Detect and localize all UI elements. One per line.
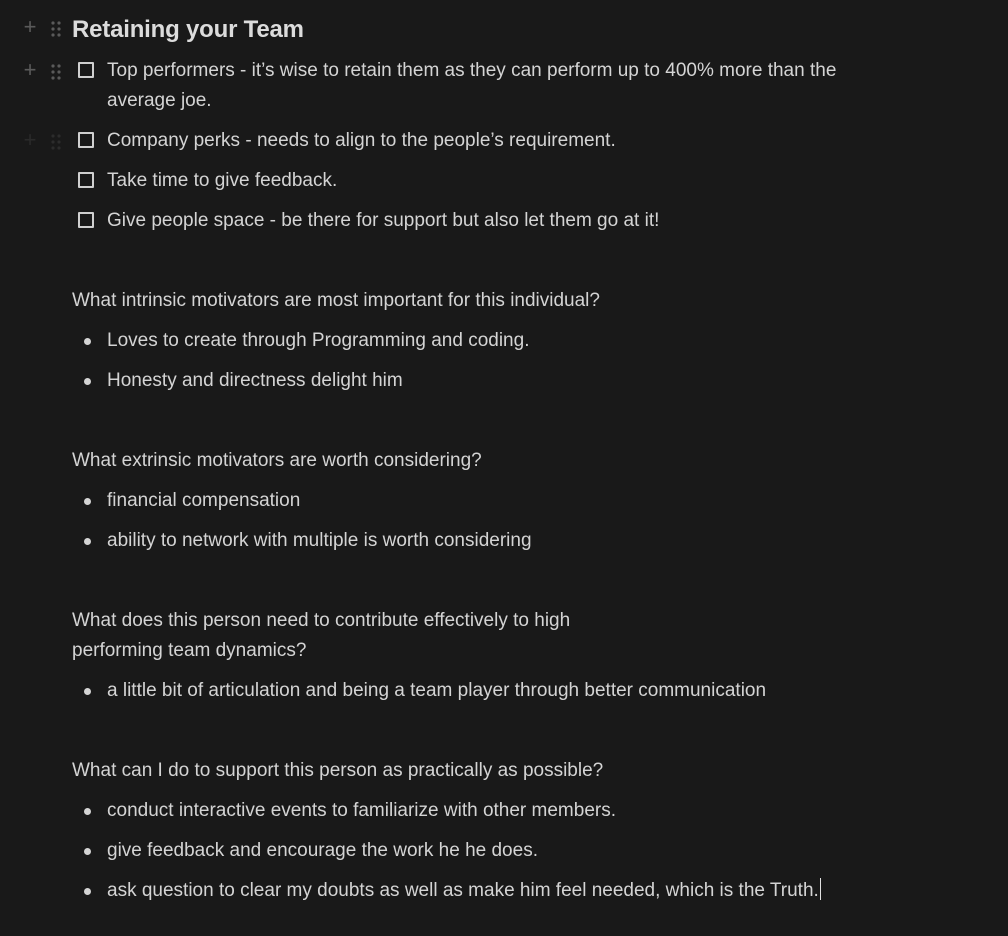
list-item-text[interactable]: a little bit of articulation and being a team player through better communication xyxy=(107,680,767,701)
list-item xyxy=(0,526,1008,556)
bullet-dot xyxy=(84,848,91,855)
todo-item xyxy=(0,56,1008,116)
plus-icon[interactable]: + xyxy=(23,14,37,39)
section-question[interactable]: What does this person need to contribute effectively to high xyxy=(72,610,571,631)
plus-icon[interactable]: + xyxy=(23,57,37,82)
drag-handle-icon[interactable] xyxy=(49,62,63,86)
todo-text[interactable]: Take time to give feedback. xyxy=(107,170,338,191)
list-item xyxy=(0,796,1008,826)
plus-icon[interactable]: + xyxy=(23,127,37,152)
todo-checkbox[interactable] xyxy=(78,62,94,78)
todo-text[interactable]: Top performers - it’s wise to retain them as they can perform up to 400% more than the xyxy=(107,60,837,81)
bullet-dot xyxy=(84,688,91,695)
todo-text[interactable]: Give people space - be there for support but also let them go at it! xyxy=(107,210,660,231)
todo-item xyxy=(0,166,1008,196)
list-item-text[interactable]: ask question to clear my doubts as well as make him feel needed, which is the Truth. xyxy=(107,880,819,901)
todo-checkbox[interactable] xyxy=(78,172,94,188)
bullet-dot xyxy=(84,378,91,385)
list-item xyxy=(0,326,1008,356)
section-question[interactable]: What can I do to support this person as practically as possible? xyxy=(72,760,604,781)
todo-checkbox[interactable] xyxy=(78,132,94,148)
todo-checkbox[interactable] xyxy=(78,212,94,228)
drag-handle-icon[interactable] xyxy=(49,132,63,156)
text-caret xyxy=(820,878,821,900)
section-question[interactable]: What extrinsic motivators are worth considering? xyxy=(72,450,482,471)
list-item-text[interactable]: Honesty and directness delight him xyxy=(107,370,403,391)
list-item xyxy=(0,836,1008,866)
todo-text-continued[interactable]: average joe. xyxy=(107,90,212,111)
list-item-text[interactable]: give feedback and encourage the work he he does. xyxy=(107,840,538,861)
list-item xyxy=(0,676,1008,706)
drag-handle-icon[interactable] xyxy=(49,19,63,43)
bullet-dot xyxy=(84,808,91,815)
list-item-text-active[interactable] xyxy=(107,876,821,906)
section-question[interactable]: What intrinsic motivators are most important for this individual? xyxy=(72,290,600,311)
list-item xyxy=(0,366,1008,396)
todo-text[interactable]: Company perks - needs to align to the people’s requirement. xyxy=(107,130,616,151)
bullet-dot xyxy=(84,338,91,345)
list-item xyxy=(0,876,1008,906)
list-item xyxy=(0,486,1008,516)
section-question-continued[interactable]: performing team dynamics? xyxy=(72,640,307,661)
bullet-dot xyxy=(84,498,91,505)
page-heading[interactable]: Retaining your Team xyxy=(72,16,304,43)
todo-item xyxy=(0,206,1008,236)
todo-item xyxy=(0,126,1008,156)
list-item-text[interactable]: conduct interactive events to familiarize with other members. xyxy=(107,800,616,821)
bullet-dot xyxy=(84,538,91,545)
bullet-dot xyxy=(84,888,91,895)
heading-block xyxy=(0,15,1008,47)
list-item-text[interactable]: ability to network with multiple is worth considering xyxy=(107,530,532,551)
list-item-text[interactable]: financial compensation xyxy=(107,490,301,511)
list-item-text[interactable]: Loves to create through Programming and coding. xyxy=(107,330,530,351)
